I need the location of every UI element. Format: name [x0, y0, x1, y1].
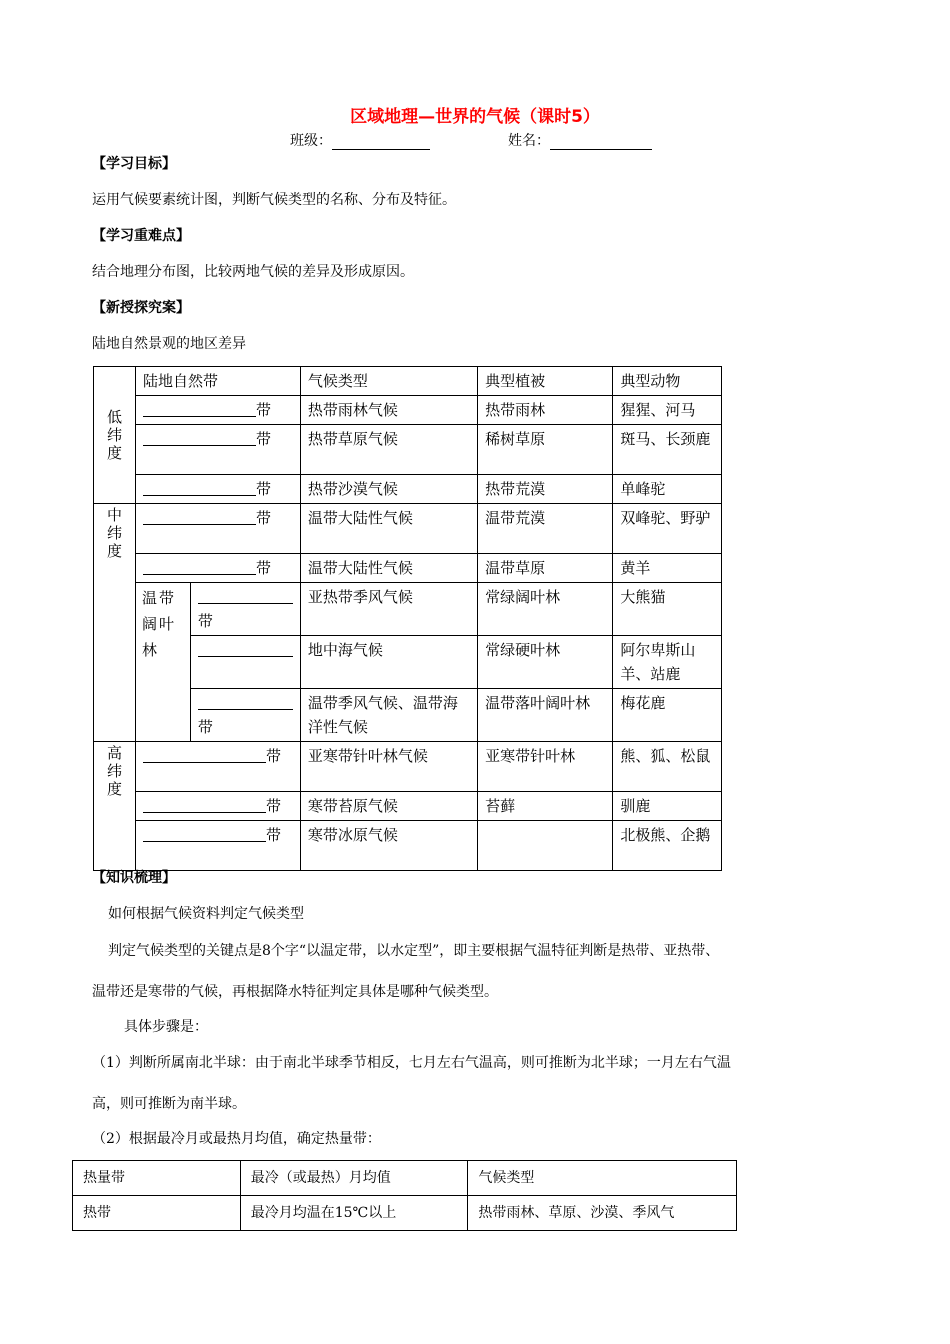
climate-cell: 寒带苔原气候: [300, 792, 477, 821]
veg-cell: 热带雨林: [478, 396, 613, 425]
veg-cell: 亚寒带针叶林: [478, 742, 613, 792]
animal-cell: 北极熊、企鹅: [613, 821, 722, 871]
table-row: [94, 821, 722, 871]
header-climate: 气候类型: [468, 1161, 737, 1196]
knowledge-p1b: 温带还是寒带的气候，再根据降水特征判定具体是哪种气候类型。: [92, 984, 498, 1000]
zone-blank[interactable]: 带: [190, 583, 300, 636]
climate-cell: 亚寒带针叶林气候: [300, 742, 477, 792]
animal-cell: 梅花鹿: [613, 689, 722, 742]
group-temperate: 温带阔叶林: [135, 583, 190, 742]
corner-cell: [94, 367, 136, 396]
climate-cell: 热带沙漠气候: [300, 475, 477, 504]
class-blank[interactable]: [332, 135, 430, 150]
veg-cell: 温带落叶阔叶林: [478, 689, 613, 742]
goal-heading: 【学习目标】: [92, 156, 176, 172]
name-field: [508, 130, 652, 150]
header-zone: 陆地自然带: [135, 367, 300, 396]
knowledge-question: 如何根据气候资料判定气候类型: [108, 906, 304, 922]
zone-blank[interactable]: 带: [135, 554, 300, 583]
zone-blank[interactable]: 带: [135, 504, 300, 554]
name-label: 姓名：: [508, 133, 550, 149]
animal-cell: 大熊猫: [613, 583, 722, 636]
zone-blank[interactable]: [190, 636, 300, 689]
header-value: 最冷（或最热）月均值: [240, 1161, 468, 1196]
zone-blank[interactable]: 带: [135, 425, 300, 475]
new-heading: 【新授探究案】: [92, 300, 190, 316]
table-header-row: [73, 1161, 737, 1196]
zone-blank[interactable]: 带: [135, 475, 300, 504]
group-low: 低纬度: [94, 396, 136, 504]
class-field: [290, 130, 430, 150]
animal-cell: 猩猩、河马: [613, 396, 722, 425]
table-header-row: [94, 367, 722, 396]
climate-cell: 热带草原气候: [300, 425, 477, 475]
knowledge-p1: 判定气候类型的关键点是8个字“以温定带，以水定型”，即主要根据气温特征判断是热带、亚热带、: [108, 943, 720, 959]
table-row: [94, 396, 722, 425]
zone-blank[interactable]: 带: [135, 396, 300, 425]
header-animal: 典型动物: [613, 367, 722, 396]
climate-cell: 温带季风气候、温带海洋性气候: [300, 689, 477, 742]
key-heading: 【学习重难点】: [92, 228, 190, 244]
header-zone: 热量带: [73, 1161, 241, 1196]
header-vegetation: 典型植被: [478, 367, 613, 396]
veg-cell: 苔藓: [478, 792, 613, 821]
animal-cell: 双峰驼、野驴: [613, 504, 722, 554]
zone-blank[interactable]: 带: [135, 792, 300, 821]
table-row: [73, 1196, 737, 1231]
zone-cell: 热带: [73, 1196, 241, 1231]
climate-cell: 亚热带季风气候: [300, 583, 477, 636]
zone-blank[interactable]: 带: [135, 821, 300, 871]
knowledge-heading: 【知识梳理】: [92, 870, 176, 886]
group-mid: 中纬度: [94, 504, 136, 742]
veg-cell: 稀树草原: [478, 425, 613, 475]
animal-cell: 单峰驼: [613, 475, 722, 504]
veg-cell: 常绿阔叶林: [478, 583, 613, 636]
key-text: 结合地理分布图，比较两地气候的差异及形成原因。: [92, 264, 414, 280]
table-row: [94, 742, 722, 792]
zone-blank[interactable]: 带: [135, 742, 300, 792]
climate-cell: 地中海气候: [300, 636, 477, 689]
climate-cell: 热带雨林、草原、沙漠、季风气: [468, 1196, 737, 1231]
climate-cell: 温带大陆性气候: [300, 554, 477, 583]
step-1: （1）判断所属南北半球：由于南北半球季节相反，七月左右气温高，则可推断为北半球；一月左右气温: [92, 1055, 731, 1071]
table-row: [94, 792, 722, 821]
animal-cell: 阿尔卑斯山羊、站鹿: [613, 636, 722, 689]
animal-cell: 黄羊: [613, 554, 722, 583]
table-row: [94, 425, 722, 475]
climate-cell: 温带大陆性气候: [300, 504, 477, 554]
veg-cell: 温带草原: [478, 554, 613, 583]
animal-cell: 驯鹿: [613, 792, 722, 821]
class-label: 班级：: [290, 133, 332, 149]
zone-blank[interactable]: 带: [190, 689, 300, 742]
table-row: [94, 554, 722, 583]
veg-cell: 温带荒漠: [478, 504, 613, 554]
table-row: [94, 583, 722, 636]
climate-cell: 热带雨林气候: [300, 396, 477, 425]
name-blank[interactable]: [550, 135, 652, 150]
header-climate: 气候类型: [300, 367, 477, 396]
goal-text: 运用气候要素统计图，判断气候类型的名称、分布及特征。: [92, 192, 456, 208]
value-cell: 最冷月均温在15℃以上: [240, 1196, 468, 1231]
veg-cell: [478, 821, 613, 871]
group-high: 高纬度: [94, 742, 136, 871]
heat-zone-table: [72, 1160, 737, 1231]
veg-cell: 热带荒漠: [478, 475, 613, 504]
table-row: [94, 504, 722, 554]
veg-cell: 常绿硬叶林: [478, 636, 613, 689]
animal-cell: 熊、狐、松鼠: [613, 742, 722, 792]
table-row: [94, 475, 722, 504]
new-text: 陆地自然景观的地区差异: [92, 336, 246, 352]
knowledge-steps: 具体步骤是：: [124, 1019, 208, 1035]
landscape-table: [93, 366, 722, 871]
step-2: （2）根据最冷月或最热月均值，确定热量带：: [92, 1131, 381, 1147]
page-title: 区域地理—世界的气候（课时5）: [350, 107, 600, 127]
step-1b: 高，则可推断为南半球。: [92, 1096, 246, 1112]
climate-cell: 寒带冰原气候: [300, 821, 477, 871]
animal-cell: 斑马、长颈鹿: [613, 425, 722, 475]
